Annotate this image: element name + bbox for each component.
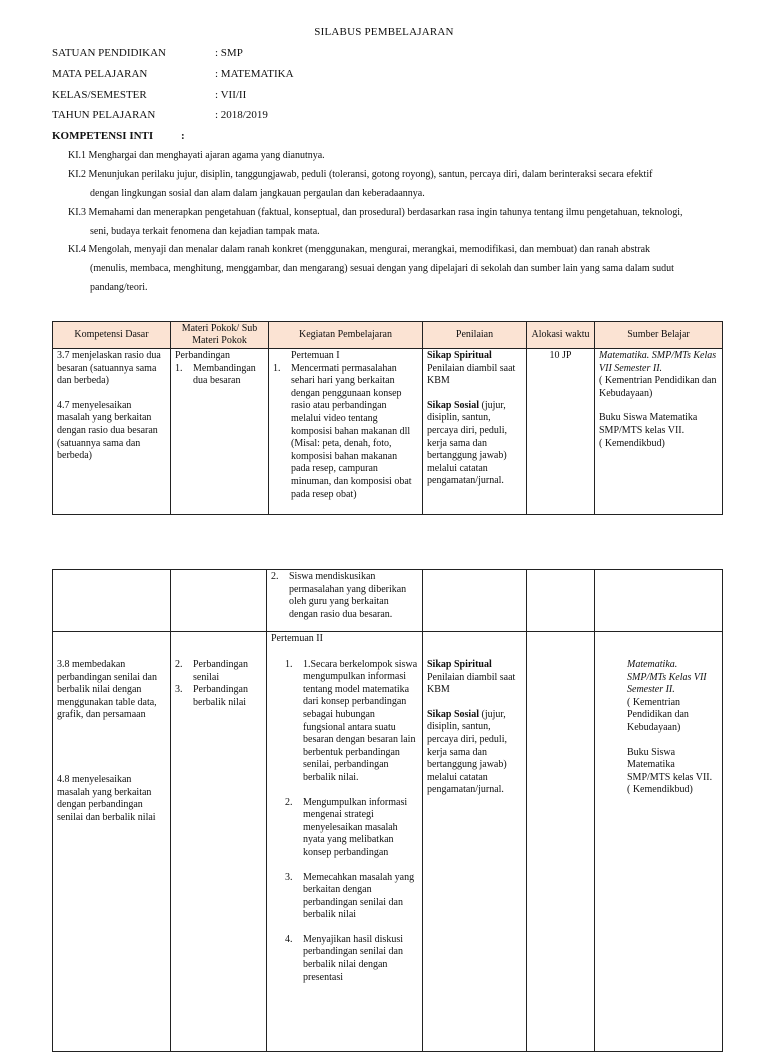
sikap-sosial-text: (jujur, disiplin, santun, percaya diri, peduli, kerja sama dan bertanggung jawab) melalui catatan pengamatan/jurnal. [427,399,507,487]
meeting-label: Pertemuan II [271,633,323,644]
header-kegiatan: Kegiatan Pembelajaran [269,322,423,349]
sumber-publisher-2: ( Kemendikbud) [599,437,665,449]
list-item: 2. Mengumpulkan informasi mengenai strategi menyelesaikan masalah nyata yang melibatkan konsep perbandingan [285,796,408,858]
kegiatan-list [271,571,418,621]
ki-4-cont2: pandang/teori. [90,282,148,293]
list-item: 1. 1.Secara berkelompok siswa mengumpulkan informasi tentang model matematika dari konsep perbandingan sebagai hubungan fungsional antara suatu besaran dengan besaran lain berbentuk perbandingan senilai, perbandingan berbalik nilai. [285,658,418,783]
materi-title: Perbandingan [175,350,230,361]
table-header-row [53,322,723,349]
meta-label-mapel: MATA PELAJARAN [52,68,148,80]
sumber-buku: Buku Siswa Matematika SMP/MTS kelas VII. [599,412,698,436]
sumber-title: Matematika. SMP/MTs Kelas VII Semester II. [599,350,717,374]
materi-list [175,363,264,388]
ki-heading: KOMPETENSI INTI [52,130,154,142]
table-row [53,632,723,1052]
alokasi-cell [527,632,595,1052]
syllabus-table-2 [52,569,723,1052]
header-alokasi: Alokasi waktu [527,322,595,349]
penilaian-cell [423,632,527,1052]
ki-2-cont: dengan lingkungan sosial dan alam dalam jangkauan pergaulan dan keberadaannya. [90,188,425,199]
sikap-sosial [427,709,522,797]
meta-value-tahun: : 2018/2019 [215,109,268,121]
list-item: 3. Memecahkan masalah yang berkaitan dengan perbandingan senilai dan berbalik nilai [285,871,415,921]
penilaian-cell [423,349,527,515]
ki-3 [68,203,742,241]
sumber-publisher-2: ( Kemendikbud) [627,784,693,796]
list-item: 1. Membandingan dua besaran [175,362,256,387]
sumber-publisher: ( Kementrian Pendidikan dan Kebudayaan) [599,375,717,399]
kegiatan-cont-cell [267,570,423,632]
sikap-spiritual-label: Sikap Spiritual [427,659,492,670]
ki-4-cont: (menulis, membaca, menghitung, menggambar, dan mengarang) sesuai dengan yang dipelajari di sekolah dan sumber lain yang sama dalam sudut [90,263,674,274]
kd-4-8: 4.8 menyelesaikan masalah yang berkaitan dengan perbandingan senilai dan berbalik nilai [57,773,156,823]
table-row [53,349,723,515]
sikap-sosial-text: (jujur, disiplin, santun, percaya diri, peduli, kerja sama dan bertanggung jawab) melalui catatan pengamatan/jurnal. [427,708,507,796]
list-item: 1. Mencermati permasalahan sehari hari yang berkaitan dengan penggunaan konsep rasio atau perbandingan melalui video tentang komposisi bahan makanan dll (Misal: peta, denah, foto, komposisi bahan makanan pada resep, campuran minuman, dan komposisi obat pada resep obat) [273,362,412,500]
meta-value-satuan: : SMP [215,47,243,59]
ki-3-text: KI.3 Memahami dan menerapkan pengetahuan (faktual, konseptual, dan prosedural) berdasarkan rasa ingin tahunya tentang ilmu pengetahuan, teknologi, [68,207,683,218]
list-item: 4. Menyajikan hasil diskusi perbandingan senilai dan berbalik nilai dengan presentasi [285,933,403,983]
meta-value-kelas: : VII/II [215,89,247,101]
kegiatan-list [273,363,418,502]
ki-heading-colon: : [181,130,185,142]
list-item: 2. Siswa mendiskusikan permasalahan yang diberikan oleh guru yang berkaitan dengan rasio dua besaran. [271,571,407,620]
meeting-label: Pertemuan I [291,350,340,361]
kd-cell [53,632,171,1052]
sikap-spiritual-text: Penilaian diambil saat KBM [427,671,516,696]
sumber-cell [595,349,723,515]
kegiatan-list [271,659,418,985]
alokasi-cell: 10 JP [527,349,595,515]
header-kompetensi-dasar: Kompetensi Dasar [53,322,171,349]
materi-cell [171,632,267,1052]
meta-value-mapel: : MATEMATIKA [215,68,294,80]
list-item: 2. Perbandingan senilai [175,659,248,683]
table-row [53,570,723,632]
ki-2-text: KI.2 Menunjukan perilaku jujur, disiplin, tanggungjawab, peduli (toleransi, gotong royong), santun, percaya diri, dalam berinteraksi secara efektif [68,169,653,180]
materi-list [175,659,262,709]
sikap-sosial-label: Sikap Sosial [427,399,479,411]
sumber-publisher: ( Kementrian Pendidikan dan Kebudayaan) [627,696,689,733]
sumber-cell [595,632,723,1052]
sumber-title: Matematika. SMP/MTs Kelas VII Semester II. [627,659,707,696]
ki-1 [68,146,742,165]
sikap-sosial [427,400,522,488]
ki-4 [68,240,742,297]
header-materi-pokok: Materi Pokok/ Sub Materi Pokok [171,322,269,349]
ki-1-text: KI.1 Menghargai dan menghayati ajaran agama yang dianutnya. [68,150,325,161]
meta-label-satuan: SATUAN PENDIDIKAN [52,47,166,59]
syllabus-table-1 [52,321,723,515]
sikap-spiritual-text: Penilaian diambil saat KBM [427,362,516,387]
kd-4-7: 4.7 menyelesaikan masalah yang berkaitan dengan rasio dua besaran (satuannya sama dan berbeda) [57,399,158,462]
meta-label-kelas: KELAS/SEMESTER [52,89,147,101]
kd-3-8: 3.8 membedakan perbandingan senilai dan berbalik nilai dengan menggunakan table data, grafik, dan persamaan [57,659,157,721]
kd-cell [53,349,171,515]
header-penilaian: Penilaian [423,322,527,349]
ki-2 [68,165,742,203]
ki-4-text: KI.4 Mengolah, menyaji dan menalar dalam ranah konkret (menggunakan, mengurai, merangkai, memodifikasi, dan membuat) dan ranah abstrak [68,244,651,255]
sikap-spiritual-label: Sikap Spiritual [427,350,492,361]
list-item: 3. Perbandingan berbalik nilai [175,684,248,708]
header-sumber: Sumber Belajar [595,322,723,349]
materi-cell [171,349,269,515]
page-title: SILABUS PEMBELAJARAN [314,26,454,38]
kegiatan-cell [269,349,423,515]
sikap-sosial-label: Sikap Sosial [427,708,479,720]
sumber-buku: Buku Siswa Matematika SMP/MTS kelas VII. [627,746,713,783]
ki-3-cont: seni, budaya terkait fenomena dan kejadian tampak mata. [90,226,320,237]
kd-3-7: 3.7 menjelaskan rasio dua besaran (satuannya sama dan berbeda) [57,350,161,387]
meta-label-tahun: TAHUN PELAJARAN [52,109,156,121]
kegiatan-cell [267,632,423,1052]
